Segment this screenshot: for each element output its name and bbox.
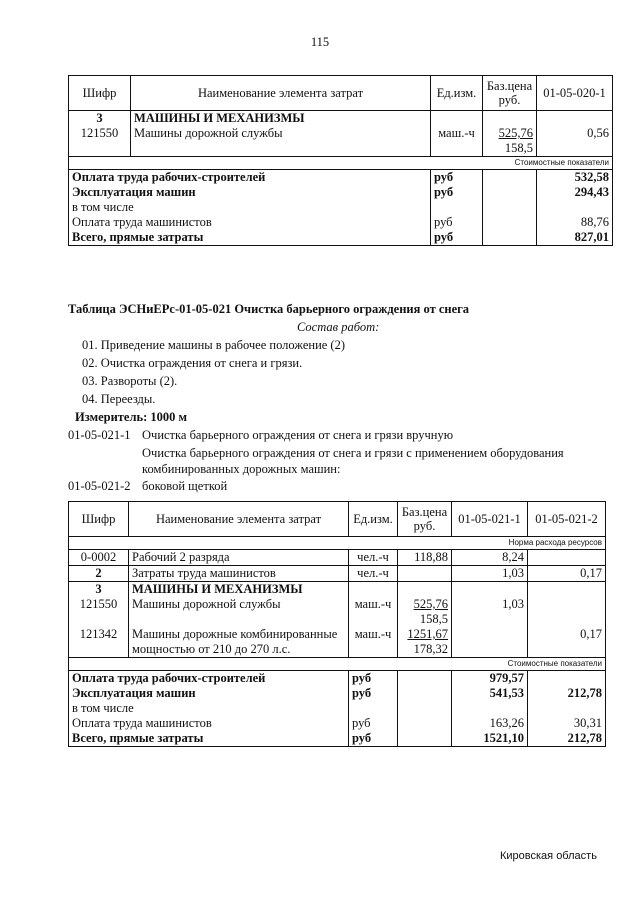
row-code: 121550	[69, 126, 131, 157]
row-price: 525,76 158,5	[483, 126, 537, 157]
measure-unit: Измеритель: 1000 м	[75, 410, 188, 424]
cost-row: Всего, прямые затраты руб 827,01	[69, 230, 613, 246]
cost-row: Оплата труда рабочих-строителей руб 532,58	[69, 170, 613, 186]
table-title: Таблица ЭСНиЕРс-01-05-021 Очистка барьерного ограждения от снега	[68, 302, 470, 316]
step-item: 03. Развороты (2).	[82, 374, 178, 388]
cost-header-row	[69, 658, 606, 671]
footer-region: Кировская область	[500, 850, 597, 862]
cost-row: Всего, прямые затраты руб 1521,10 212,78	[69, 731, 606, 747]
table-row: 2 Затраты труда машинистов чел.-ч 1,03 0,17	[69, 566, 606, 582]
cost-row: Оплата труда машинистов руб 88,76	[69, 215, 613, 230]
item-intro: Очистка барьерного ограждения от снега и грязи с применением оборудования	[142, 446, 564, 460]
step-item: 02. Очистка ограждения от снега и грязи.	[82, 356, 303, 370]
item-code: 01-05-021-1	[68, 428, 131, 442]
item-text: Очистка барьерного ограждения от снега и грязи вручную	[142, 428, 454, 442]
table-row: 0-0002 Рабочий 2 разряда чел.-ч 118,88 8,24	[69, 550, 606, 566]
section-num: 3	[69, 111, 131, 127]
cost-table-2	[68, 501, 606, 747]
row-unit: маш.-ч	[431, 126, 483, 157]
composition-heading: Состав работ:	[297, 320, 380, 334]
header-price: Баз.цена руб.	[398, 502, 452, 537]
cost-header-row	[69, 157, 613, 170]
cost-row: Оплата труда машинистов руб 163,26 30,31	[69, 716, 606, 731]
table-row: 121550 Машины дорожной службы маш.-ч 525,76 158,5 1,03	[69, 597, 606, 627]
header-unit: Ед.изм.	[349, 502, 398, 537]
price-cell: 525,76 158,5	[398, 597, 452, 627]
step-item: 01. Приведение машины в рабочее положение (2)	[82, 338, 346, 352]
section-row	[69, 111, 613, 127]
header-price: Баз.цена руб.	[483, 76, 537, 111]
row-name: Машины дорожной службы	[131, 126, 431, 157]
header-col1: 01-05-020-1	[537, 76, 613, 111]
header-code: Шифр	[69, 76, 131, 111]
cost-table-1	[68, 75, 613, 246]
header-code: Шифр	[69, 502, 129, 537]
cost-header: Стоимостные показатели	[69, 658, 606, 671]
table-row: 121342 Машины дорожные комбинированные мощностью от 210 до 270 л.с. маш.-ч 1251,67 178,32 0,17	[69, 627, 606, 658]
table-header-row	[69, 502, 606, 537]
item-code: 01-05-021-2	[68, 479, 131, 493]
header-unit: Ед.изм.	[431, 76, 483, 111]
step-item: 04. Переезды.	[82, 392, 156, 406]
cost-row: Эксплуатация машин руб 294,43	[69, 185, 613, 200]
table-header-row	[69, 76, 613, 111]
row-value: 0,56	[537, 126, 613, 157]
item-text: боковой щеткой	[142, 479, 228, 493]
cost-header: Стоимостные показатели	[69, 157, 613, 170]
header-col2: 01-05-021-2	[528, 502, 606, 537]
header-col1: 01-05-021-1	[452, 502, 528, 537]
cost-row: в том числе	[69, 701, 606, 716]
section-row: 3 МАШИНЫ И МЕХАНИЗМЫ	[69, 582, 606, 598]
cost-row: Оплата труда рабочих-строителей руб 979,57	[69, 671, 606, 687]
norm-header-row	[69, 537, 606, 550]
cost-row: в том числе	[69, 200, 613, 215]
section-title: МАШИНЫ И МЕХАНИЗМЫ	[131, 111, 431, 127]
item-intro: комбинированных дорожных машин:	[142, 462, 341, 476]
cost-row: Эксплуатация машин руб 541,53 212,78	[69, 686, 606, 701]
header-name: Наименование элемента затрат	[131, 76, 431, 111]
norm-header: Норма расхода ресурсов	[69, 537, 606, 550]
table-row	[69, 126, 613, 157]
row-name: Машины дорожные комбинированные мощностью от 210 до 270 л.с.	[129, 627, 349, 658]
header-name: Наименование элемента затрат	[129, 502, 349, 537]
page-number: 115	[310, 35, 330, 49]
price-cell: 1251,67 178,32	[398, 627, 452, 658]
